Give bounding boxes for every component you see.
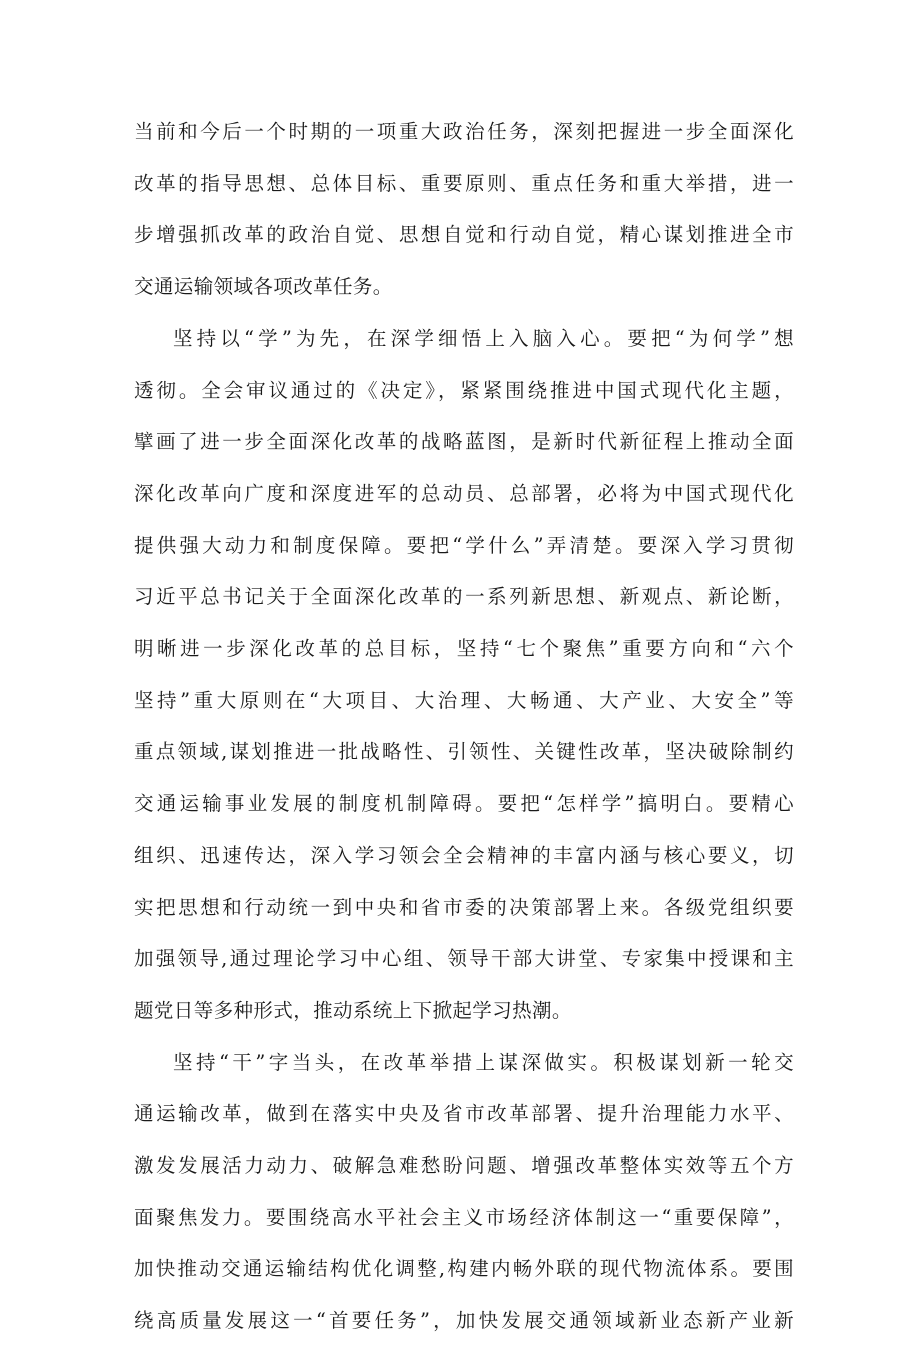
text-line: 明晰进一步深化改革的总目标，坚持“七个聚焦”重要方向和“六个	[134, 637, 794, 661]
text-line: 重点领域,谋划推进一批战略性、引领性、关键性改革，坚决破除制约	[134, 740, 794, 764]
text-line: 绕高质量发展这一“首要任务”，加快发展交通领域新业态新产业新	[134, 1309, 794, 1333]
text-line: 加强领导,通过理论学习中心组、领导干部大讲堂、专家集中授课和主	[134, 947, 794, 971]
text-line: 组织、迅速传达，深入学习领会全会精神的丰富内涵与核心要义，切	[134, 843, 794, 867]
text-line: 交通运输领域各项改革任务。	[134, 275, 393, 299]
text-line: 加快推动交通运输结构优化调整,构建内畅外联的现代物流体系。要围	[134, 1257, 794, 1281]
text-line: 坚持以“学”为先，在深学细悟上入脑入心。要把“为何学”想	[173, 326, 794, 350]
text-line: 坚持”重大原则在“大项目、大治理、大畅通、大产业、大安全”等	[134, 688, 794, 712]
text-line: 激发发展活力动力、破解急难愁盼问题、增强改革整体实效等五个方	[134, 1154, 794, 1178]
text-line: 步增强抓改革的政治自觉、思想自觉和行动自觉，精心谋划推进全市	[134, 223, 794, 247]
text-line: 面聚焦发力。要围绕高水平社会主义市场经济体制这一“重要保障”，	[134, 1205, 794, 1229]
text-line: 实把思想和行动统一到中央和省市委的决策部署上来。各级党组织要	[134, 895, 794, 919]
text-line: 提供强大动力和制度保障。要把“学什么”弄清楚。要深入学习贯彻	[134, 533, 794, 557]
text-line: 习近平总书记关于全面深化改革的一系列新思想、新观点、新论断，	[134, 585, 794, 609]
paragraph-1	[134, 106, 794, 313]
paragraph-3	[134, 1037, 794, 1347]
text-line: 通运输改革，做到在落实中央及省市改革部署、提升治理能力水平、	[134, 1102, 794, 1126]
text-line: 题党日等多种形式，推动系统上下掀起学习热潮。	[134, 998, 572, 1022]
text-line: 透彻。全会审议通过的《决定》，紧紧围绕推进中国式现代化主题，	[134, 378, 794, 402]
text-line: 交通运输事业发展的制度机制障碍。要把“怎样学”搞明白。要精心	[134, 792, 794, 816]
text-line: 擘画了进一步全面深化改革的战略蓝图，是新时代新征程上推动全面	[134, 430, 794, 454]
text-line: 当前和今后一个时期的一项重大政治任务，深刻把握进一步全面深化	[134, 120, 794, 143]
text-line: 深化改革向广度和深度进军的总动员、总部署，必将为中国式现代化	[134, 481, 794, 505]
text-line: 改革的指导思想、总体目标、重要原则、重点任务和重大举措，进一	[134, 171, 794, 195]
paragraph-2	[134, 313, 794, 1037]
document-body	[134, 106, 794, 1347]
text-line: 坚持“干”字当头，在改革举措上谋深做实。积极谋划新一轮交	[173, 1050, 794, 1074]
